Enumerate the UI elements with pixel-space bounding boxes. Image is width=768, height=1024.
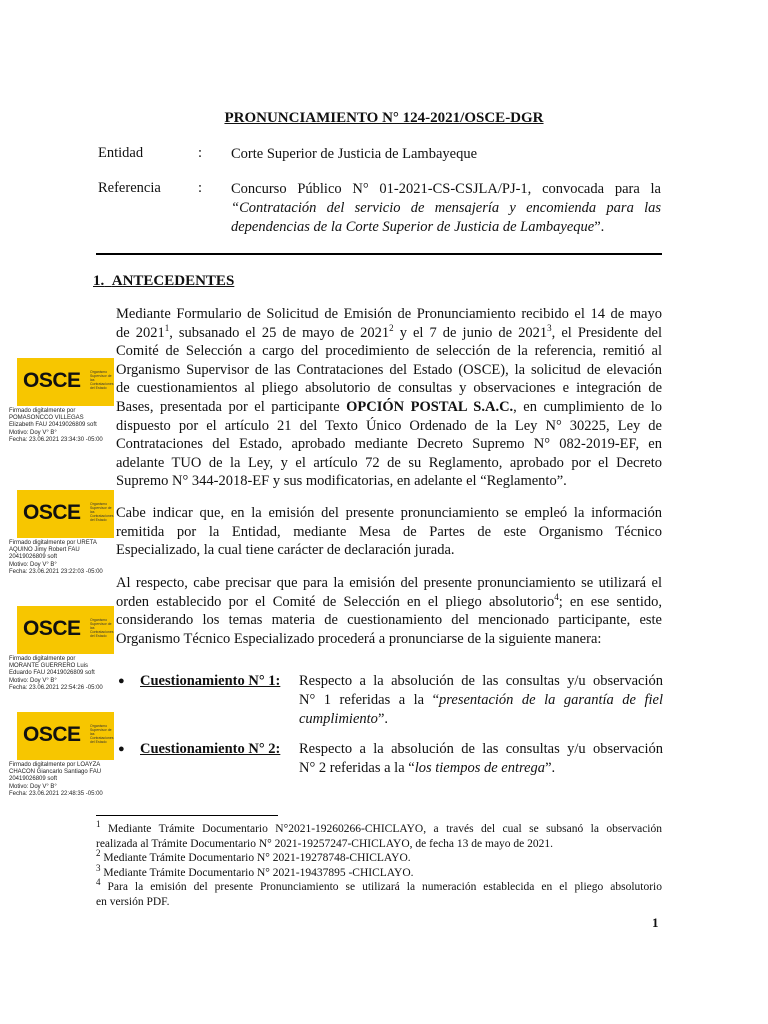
cuestionamiento-label: Cuestionamiento N° 1:	[140, 673, 281, 689]
paragraph-line: de cuestionamientos al pliego absolutorio de consultas y observaciones e integración de	[116, 380, 662, 397]
referencia-colon: :	[198, 180, 203, 196]
signature-details: Firmado digitalmente por URETA AQUINO Jimy Robert FAU 20419026809 soft Motivo: Doy V° B° Fecha: 23.06.2021 23:22:03 -05:00	[9, 540, 103, 575]
footnotes	[96, 819, 662, 910]
paragraph-line: Contrataciones del Estado, aprobado mediante Decreto Supremo N° 082-2019-EF, en	[116, 436, 662, 453]
referencia-label: Referencia	[98, 180, 161, 196]
footnote-1: $^1$ Mediante Trámite Documentario N°2021-19260266-CHICLAYO, a través del cual se subsanó la observación	[96, 819, 662, 835]
paragraph-line: Comité de Selección a cargo del procedimiento de selección de la referencia, remitió al	[116, 343, 662, 360]
document-title: PRONUNCIAMIENTO N° 124-2021/OSCE-DGR	[224, 110, 544, 126]
osce-logo-icon: OSCE Organismo Supervisor de las Contrataciones del Estado	[17, 712, 114, 760]
footnote-3: $^3$ Mediante Trámite Documentario N° 2021-19437895 -CHICLAYO.	[96, 862, 414, 879]
entidad-colon: :	[198, 145, 203, 161]
osce-logo-icon: OSCE Organismo Supervisor de las Contrataciones del Estado	[17, 606, 114, 654]
header-divider	[96, 253, 662, 255]
paragraph-line: Supremo N° 344-2018-EF y sus modificatorias, en adelante el “Reglamento”.	[116, 473, 567, 490]
section-heading	[93, 273, 234, 290]
footnote-divider	[96, 815, 278, 816]
paragraph-line: Mediante Formulario de Solicitud de Emisión de Pronunciamiento recibido el 14 de mayo	[116, 306, 662, 322]
entidad-label: Entidad	[98, 145, 144, 161]
participant-name: OPCIÓN POSTAL S.A.C.	[346, 398, 514, 415]
paragraph-antecedentes-3	[116, 574, 662, 648]
footnote-4-cont: en versión PDF.	[96, 895, 170, 908]
footnote-4: $^4$ Para la emisión del presente Pronunciamiento se utilizará la numeración establecida en el pliego absolutorio	[96, 877, 662, 894]
paragraph-line: Bases, presentada por el participante OPCIÓN POSTAL S.A.C., en cumplimiento de lo	[116, 398, 662, 415]
referencia-end: ”.	[594, 219, 605, 235]
cuestionamiento-text: Respecto a la absolución de las consultas y/u observación N° 1 referidas a la “presentación de la garantía de fiel cumplimiento”.	[299, 673, 663, 727]
paragraph-antecedentes-2	[116, 504, 662, 560]
cuestionamiento-label: Cuestionamiento N° 2:	[140, 741, 281, 757]
section-number: 1.	[93, 273, 105, 289]
referencia-line: dependencias de la Corte Superior de Justicia de Lambayeque	[231, 219, 595, 235]
section-title: ANTECEDENTES	[111, 273, 235, 289]
referencia-value	[231, 180, 661, 237]
bullet-icon: ●	[118, 675, 125, 687]
signature-details: Firmado digitalmente por MORANTE GUERRERO Luis Eduardo FAU 20419026809 soft Motivo: Doy V° B° Fecha: 23.06.2021 22:54:26 -05:00	[9, 656, 103, 691]
paragraph-line: adelante TUO de la Ley, y el artículo 72 de su Reglamento, aprobado por el Decreto	[116, 454, 662, 471]
paragraph-line: Al respecto, cabe precisar que para la emisión del presente pronunciamiento se utilizará el	[116, 575, 662, 591]
paragraph-line: Organismo Técnico Especializado procederá a pronunciarse de la siguiente manera:	[116, 630, 602, 647]
signature-details: Firmado digitalmente por LOAYZA CHACON Giancarlo Santiago FAU 20419026809 soft Motivo: Doy V° B° Fecha: 23.06.2021 22:48:35 -05:00	[9, 762, 103, 797]
signature-details: Firmado digitalmente por POMASONCCO VILLEGAS Elizabeth FAU 20419026809 soft Motivo: Doy V° B° Fecha: 23.06.2021 23:34:30 -05:00	[9, 408, 103, 443]
paragraph-antecedentes-1	[116, 305, 662, 491]
paragraph-line: remitida por la Entidad, mediante Mesa de Partes de este Organismo Técnico	[116, 523, 662, 540]
referencia-line: “Contratación del servicio de mensajería y encomienda para las	[231, 200, 661, 216]
footnote-1-cont: realizada al Trámite Documentario N° 2021-19257247-CHICLAYO, de fecha 13 de mayo de 2021.	[96, 837, 554, 850]
osce-logo-icon: OSCE Organismo Supervisor de las Contrataciones del Estado	[17, 490, 114, 538]
paragraph-line: dispuesto por el artículo 21 del Texto Único Ordenado de la Ley N° 30225, Ley de	[116, 417, 662, 434]
paragraph-line: orden establecido por el Comité de Selección en el pliego absolutorio$^4$; en ese sentido,	[116, 591, 662, 610]
paragraph-line: considerando los temas materia de cuestionamiento del mencionado participante, este	[116, 612, 662, 629]
footnote-2: $^2$ Mediante Trámite Documentario N° 2021-19278748-CHICLAYO.	[96, 848, 411, 865]
osce-logo-icon: OSCE Organismo Supervisor de las Contrataciones del Estado	[17, 358, 114, 406]
cuestionamiento-text: Respecto a la absolución de las consultas y/u observación N° 2 referidas a la “los tiempos de entrega”.	[299, 741, 663, 776]
paragraph-line: Cabe indicar que, en la emisión del presente pronunciamiento se empleó la información	[116, 505, 662, 521]
paragraph-line: Organismo Supervisor de las Contrataciones del Estado (OSCE), la solicitud de elevación	[116, 361, 662, 378]
entidad-value: Corte Superior de Justicia de Lambayeque	[231, 146, 478, 162]
referencia-line: Concurso Público N° 01-2021-CS-CSJLA/PJ-1, convocada para la	[231, 181, 661, 197]
paragraph-line: de 2021$^1$, subsanado el 25 de mayo de 2021$^2$ y el 7 de junio de 2021$^3$, el Presidente del	[116, 322, 662, 341]
paragraph-line: Especializado, la cual tiene carácter de declaración jurada.	[116, 542, 455, 559]
bullet-icon: ●	[118, 743, 125, 755]
page-number: 1	[652, 915, 659, 930]
